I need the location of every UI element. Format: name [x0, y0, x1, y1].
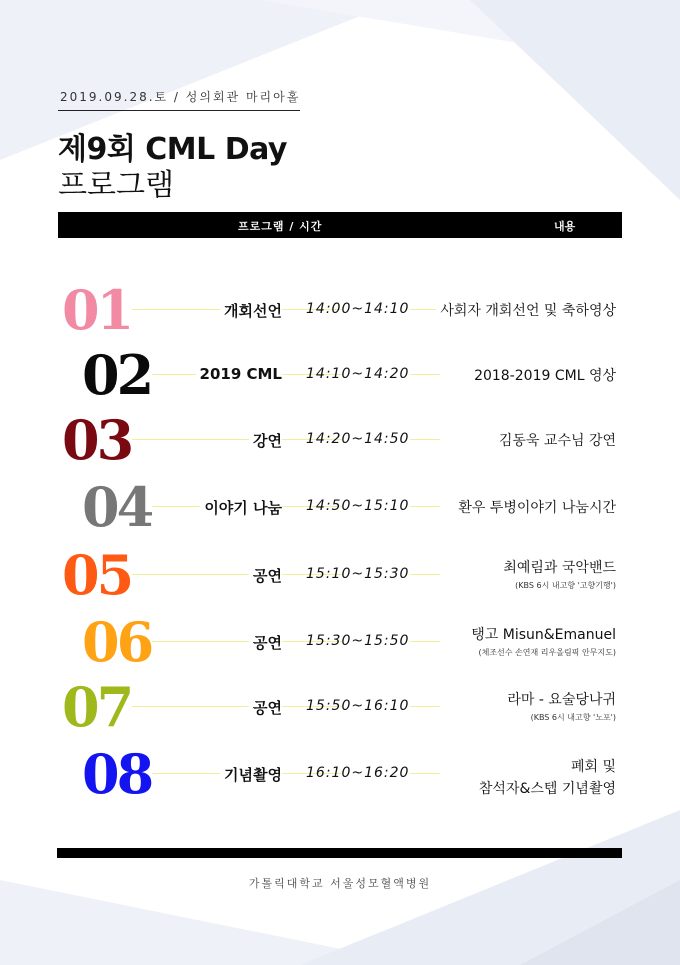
- program-number: 04: [82, 475, 152, 539]
- program-name: 공연: [249, 632, 282, 653]
- description-text: 폐회 및: [570, 759, 616, 775]
- description-text: 라마 - 요술당나귀: [507, 692, 616, 708]
- connector-line: [285, 506, 307, 507]
- description-note: (KBS 6시 내고향 '고향기행'): [515, 581, 616, 590]
- program-time: 14:00~14:10: [306, 301, 410, 317]
- program-description: [495, 430, 616, 450]
- connector-line: [285, 374, 307, 375]
- program-description: [467, 624, 616, 658]
- program-description: [470, 365, 616, 385]
- program-number: 02: [82, 343, 152, 407]
- connector-line: [285, 706, 307, 707]
- connector-line: [285, 439, 307, 440]
- program-time: 15:50~16:10: [306, 698, 410, 714]
- program-description: [503, 689, 616, 723]
- description-note: (KBS 6시 내고향 '노포'): [530, 713, 616, 722]
- program-name: 개회선언: [220, 300, 282, 321]
- program-row: [0, 545, 680, 605]
- program-number: 08: [82, 742, 152, 806]
- program-time: 15:10~15:30: [306, 566, 410, 582]
- program-time: 15:30~15:50: [306, 633, 410, 649]
- connector-line: [410, 773, 440, 774]
- program-row: [0, 744, 680, 804]
- program-number: 06: [82, 610, 152, 674]
- connector-line: [410, 439, 440, 440]
- description-note: (체조선수 손연재 리우올림픽 안무지도): [478, 648, 616, 657]
- date-venue: 2019.09.28.토 / 성의회관 마리아홀: [60, 90, 301, 104]
- header-content: 내용: [554, 220, 576, 233]
- description-text: 김동욱 교수님 강연: [498, 433, 616, 449]
- description-text-line2: 참석자&스텝 기념촬영: [478, 781, 616, 797]
- program-row: [0, 677, 680, 737]
- connector-line: [285, 309, 307, 310]
- program-number: 07: [62, 675, 132, 739]
- connector-line: [410, 506, 440, 507]
- program-row: [0, 612, 680, 672]
- connector-line: [410, 641, 440, 642]
- description-text: 2018-2019 CML 영상: [474, 368, 616, 384]
- description-text: 환우 투병이야기 나눔시간: [458, 500, 616, 516]
- date-underline: [58, 110, 300, 111]
- program-name: 강연: [249, 430, 282, 451]
- page-title: 제9회 CML Day: [58, 132, 287, 167]
- footer-organization: 가톨릭대학교 서울성모혈액병원: [248, 877, 432, 890]
- program-row: [0, 477, 680, 537]
- connector-line: [285, 574, 307, 575]
- connector-line: [285, 641, 307, 642]
- connector-line: [410, 374, 440, 375]
- program-name: 기념촬영: [220, 764, 282, 785]
- program-description: [499, 557, 616, 591]
- program-row: [0, 410, 680, 470]
- program-description: [454, 497, 616, 517]
- table-header-bar: [58, 212, 622, 238]
- connector-line: [410, 706, 440, 707]
- connector-line: [410, 574, 440, 575]
- program-row: [0, 345, 680, 405]
- footer-bar: [57, 848, 622, 858]
- program-name: 2019 CML: [196, 365, 282, 383]
- description-text: 사회자 개회선언 및 축하영상: [440, 303, 616, 319]
- program-number: 05: [62, 543, 132, 607]
- description-text: 최예림과 국악밴드: [503, 560, 616, 576]
- program-name: 공연: [249, 697, 282, 718]
- program-time: 14:10~14:20: [306, 366, 410, 382]
- page-subtitle: 프로그램: [58, 168, 174, 203]
- connector-line: [285, 773, 307, 774]
- program-time: 14:20~14:50: [306, 431, 410, 447]
- program-name: 이야기 나눔: [200, 497, 282, 518]
- program-name: 공연: [249, 565, 282, 586]
- program-description: [475, 756, 616, 798]
- header-program-time: 프로그램 / 시간: [238, 220, 323, 233]
- program-time: 16:10~16:20: [306, 765, 410, 781]
- program-row: [0, 280, 680, 340]
- description-text: 탱고 Misun&Emanuel: [471, 627, 616, 643]
- program-number: 03: [62, 408, 132, 472]
- program-description: [436, 300, 616, 320]
- program-time: 14:50~15:10: [306, 498, 410, 514]
- program-number: 01: [62, 278, 132, 342]
